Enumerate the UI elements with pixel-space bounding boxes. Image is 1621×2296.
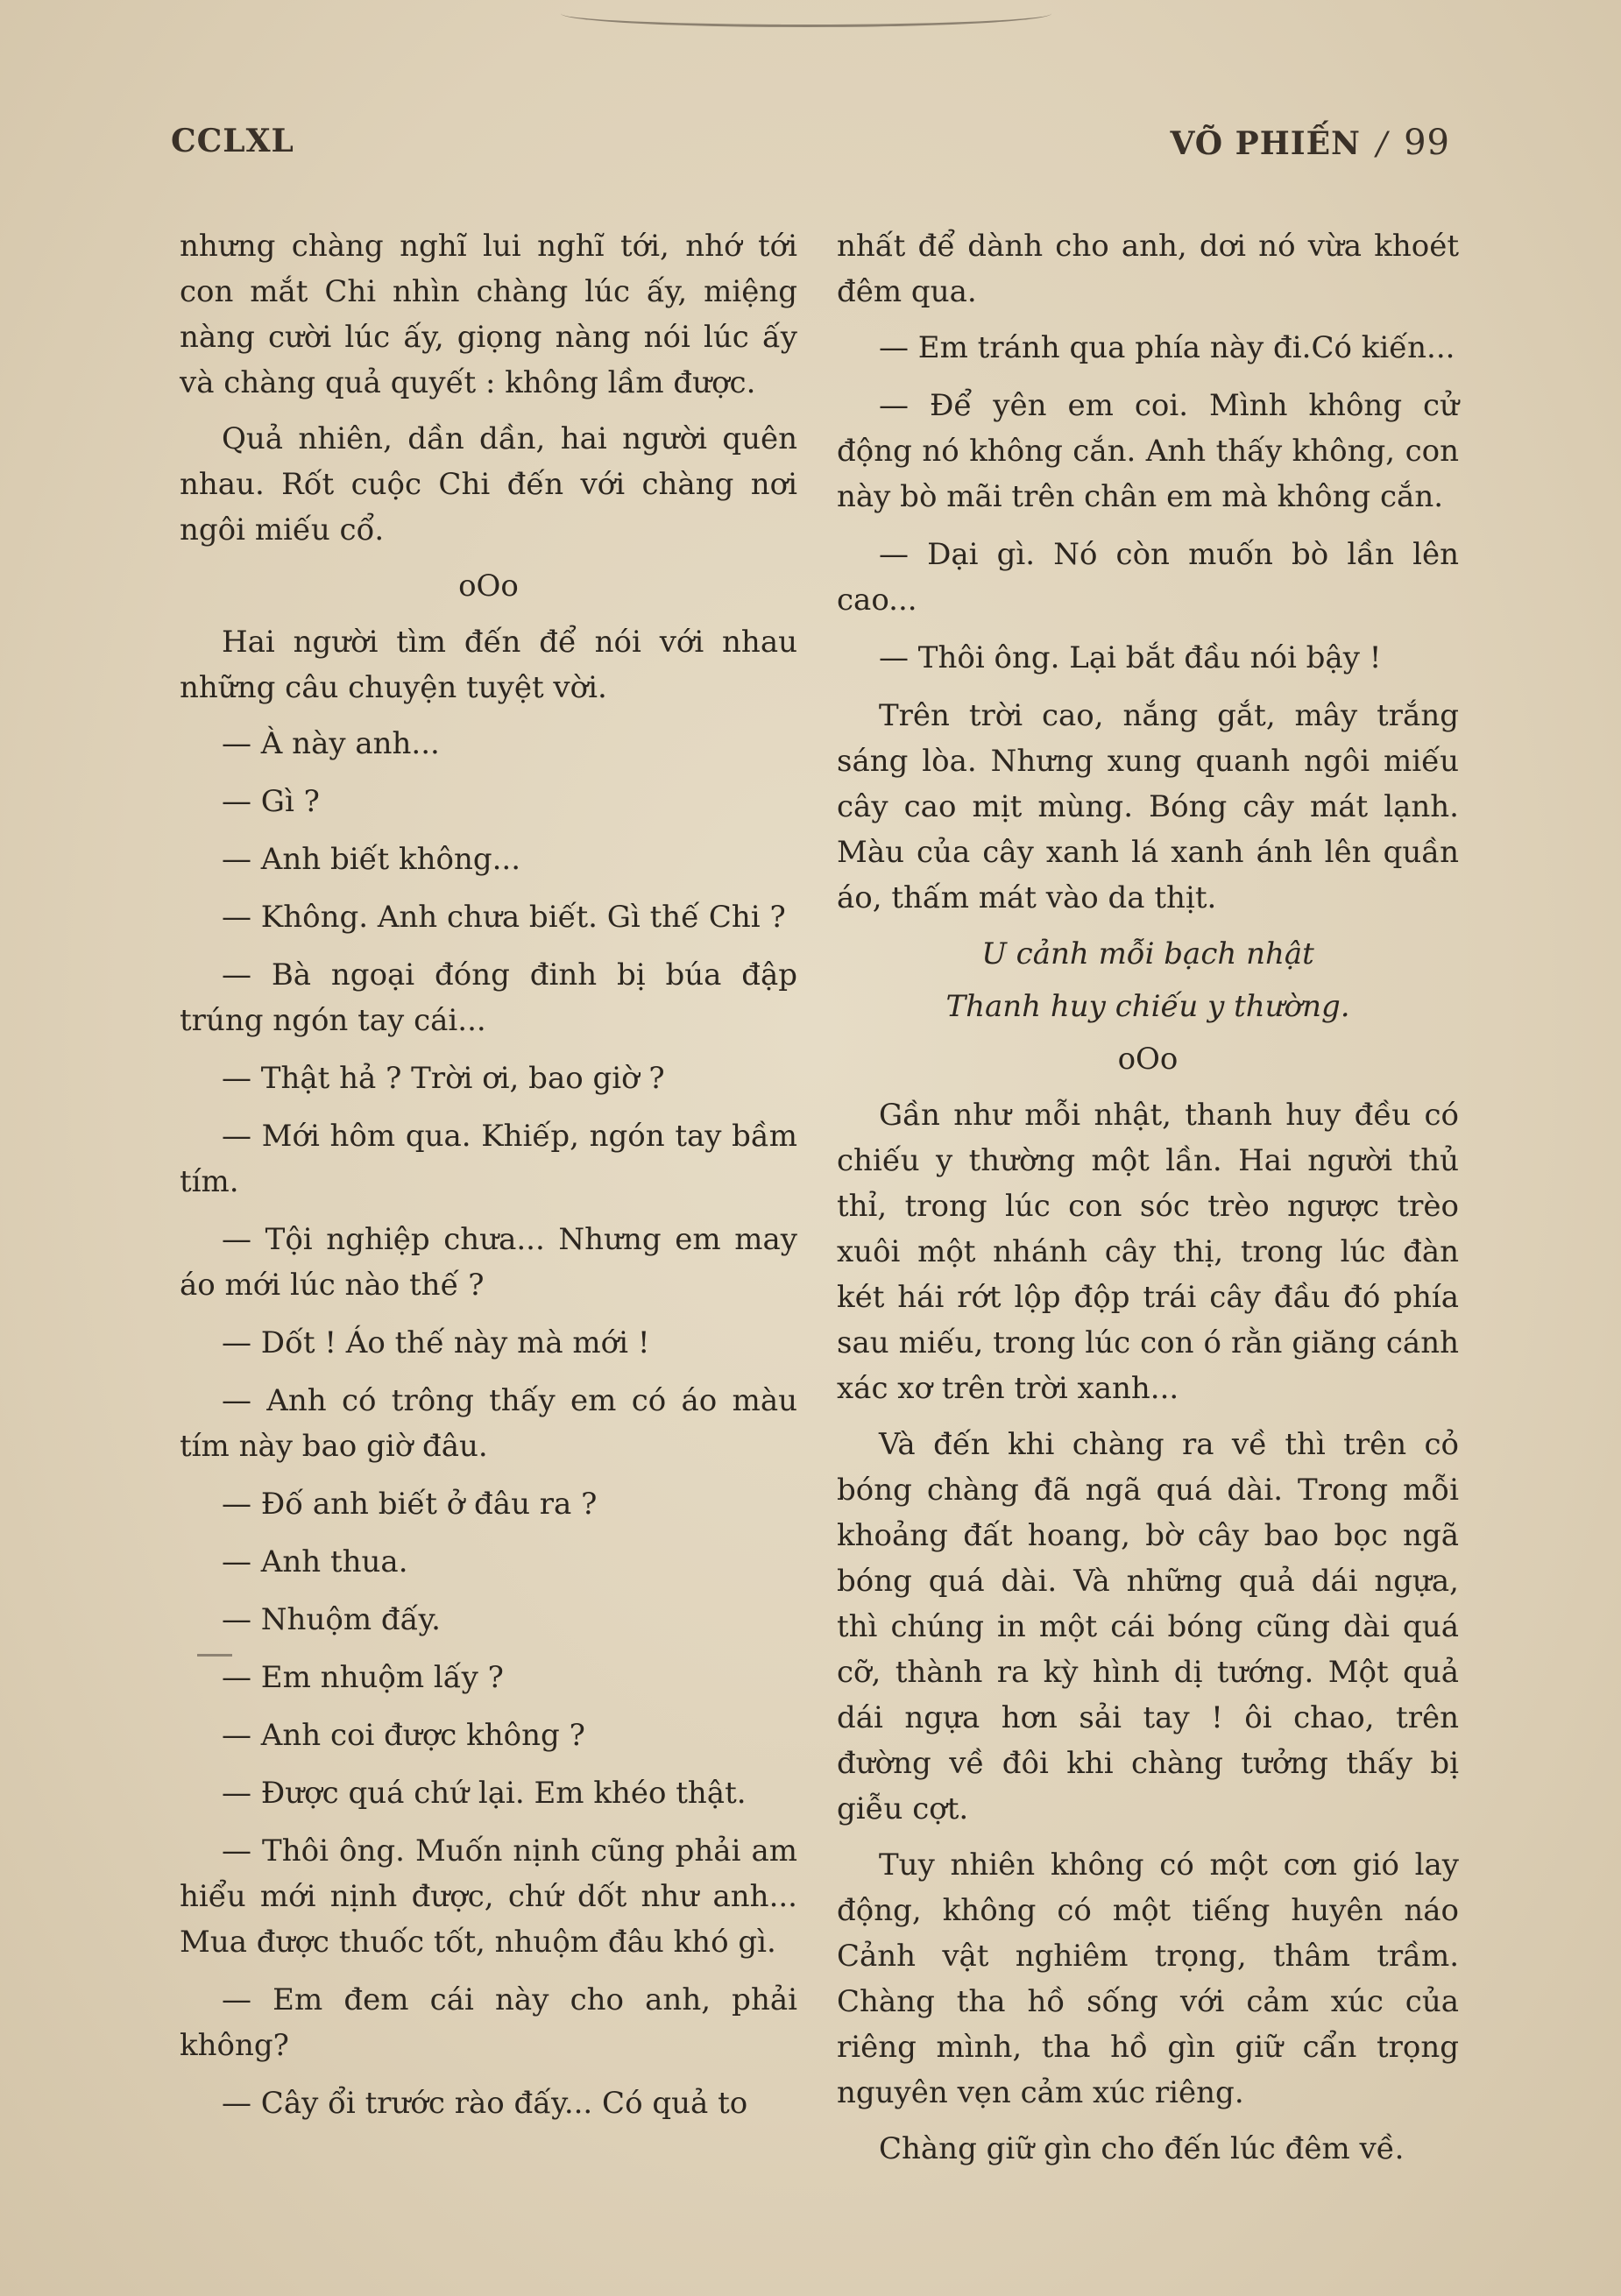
header-author: VÕ PHIẾN [1170,125,1361,162]
paragraph: Và đến khi chàng ra về thì trên cỏ bóng chàng đã ngã quá dài. Trong mỗi khoảng đất hoang, bờ cây bao bọc ngã bóng quá dài. Và những quả dái ngựa, thì chúng in một cái bóng cũng dài quá cỡ, thành ra kỳ hình dị tướng. Một quả dái ngựa hơn sải tay ! ôi chao, trên đường về đôi khi chàng tưởng thấy bị giễu cợt. [837,1427,1459,1826]
right-text-column [837,223,1459,2194]
page-number: 99 [1404,123,1450,163]
paragraph: Quả nhiên, dần dần, hai người quên nhau. Rốt cuộc Chi đến với chàng nơi ngôi miếu cổ. [180,421,797,548]
dialogue-line: — Cây ổi trước rào đấy... Có quả to [222,2086,748,2121]
dialogue-line: — Anh coi được không ? [222,1718,585,1753]
dialogue-line: — Em tránh qua phía này đi.Có kiến... [879,330,1455,365]
dialogue-line: — Không. Anh chưa biết. Gì thế Chi ? [222,900,786,935]
dialogue-line: — Dốt ! Áo thế này mà mới ! [222,1325,650,1360]
dialogue-line: — Bà ngoại đóng đinh bị búa đập trúng ngón tay cái... [180,957,797,1038]
section-break: oOo [458,569,519,604]
verse-line: Thanh huy chiếu y thường. [945,989,1350,1024]
header-right [1170,123,1450,163]
dialogue-line: — Anh biết không... [222,842,521,877]
dialogue-line: — Em đem cái này cho anh, phải không? [180,1982,797,2063]
left-text-column [180,223,797,2194]
running-header [171,123,1450,166]
dialogue-line: — Tội nghiệp chưa... Nhưng em may áo mới lúc nào thế ? [180,1222,797,1303]
paragraph: Trên trời cao, nắng gắt, mây trắng sáng lòa. Nhưng xung quanh ngôi miếu cây cao mịt mùng. Bóng cây mát lạnh. Màu của cây xanh lá xanh ánh lên quần áo, thấm mát vào da thịt. [837,698,1459,915]
dialogue-line: — Thật hả ? Trời ơi, bao giờ ? [222,1061,665,1096]
dialogue-line: — Được quá chứ lại. Em khéo thật. [222,1776,747,1811]
dialogue-line: — Anh có trông thấy em có áo màu tím này bao giờ đâu. [180,1383,797,1464]
dialogue-line: — À này anh... [222,726,440,761]
dialogue-line: — Đố anh biết ở đâu ra ? [222,1487,598,1522]
dialogue-line: — Nhuộm đấy. [222,1602,441,1637]
dialogue-line: — Anh thua. [222,1544,408,1579]
dialogue-line: — Thôi ông. Lại bắt đầu nói bậy ! [879,640,1382,675]
header-separator: / [1376,126,1389,162]
paragraph-continued: nhưng chàng nghĩ lui nghĩ tới, nhớ tới con mắt Chi nhìn chàng lúc ấy, miệng nàng cười lúc ấy, giọng nàng nói lúc ấy và chàng quả quyết : không lầm được. [180,229,797,400]
paragraph: Gần như mỗi nhật, thanh huy đều có chiếu y thường một lần. Hai người thủ thỉ, trong lúc con sóc trèo ngược trèo xuôi một nhánh cây thị, trong lúc đàn két hái rớt lộp độp trái cây đầu đó phía sau miếu, trong lúc con ó rằn giăng cánh xác xơ trên trời xanh... [837,1098,1459,1406]
dialogue-line: — Mới hôm qua. Khiếp, ngón tay bầm tím. [180,1119,797,1199]
paragraph: Tuy nhiên không có một cơn gió lay động, không có một tiếng huyên náo Cảnh vật nghiêm trọng, thâm trầm. Chàng tha hồ sống với cảm xúc của riêng mình, tha hồ gìn giữ cẩn trọng nguyên vẹn cảm xúc riêng. [837,1847,1459,2110]
dialogue-line: — Thôi ông. Muốn nịnh cũng phải am hiểu mới nịnh được, chứ dốt như anh... Mua được thuốc tốt, nhuộm đâu khó gì. [180,1833,797,1960]
dialogue-line: — Gì ? [222,784,320,819]
dialogue-line: — Để yên em coi. Mình không cử động nó không cắn. Anh thấy không, con này bò mãi trên chân em mà không cắn. [837,388,1459,514]
dialogue-line: — Dại gì. Nó còn muốn bò lần lên cao... [837,537,1459,618]
paragraph-continued: nhất để dành cho anh, dơi nó vừa khoét đêm qua. [837,229,1459,309]
paragraph: Hai người tìm đến để nói với nhau những câu chuyện tuyệt vời. [180,625,797,705]
paragraph: Chàng giữ gìn cho đến lúc đêm về. [879,2131,1405,2166]
section-break: oOo [1117,1042,1179,1077]
page-top-edge [561,0,1051,27]
dialogue-line: — Em nhuộm lấy ? [222,1660,504,1695]
verse-line: U cảnh mỗi bạch nhật [981,936,1314,971]
header-left-code: CCLXL [171,123,294,159]
